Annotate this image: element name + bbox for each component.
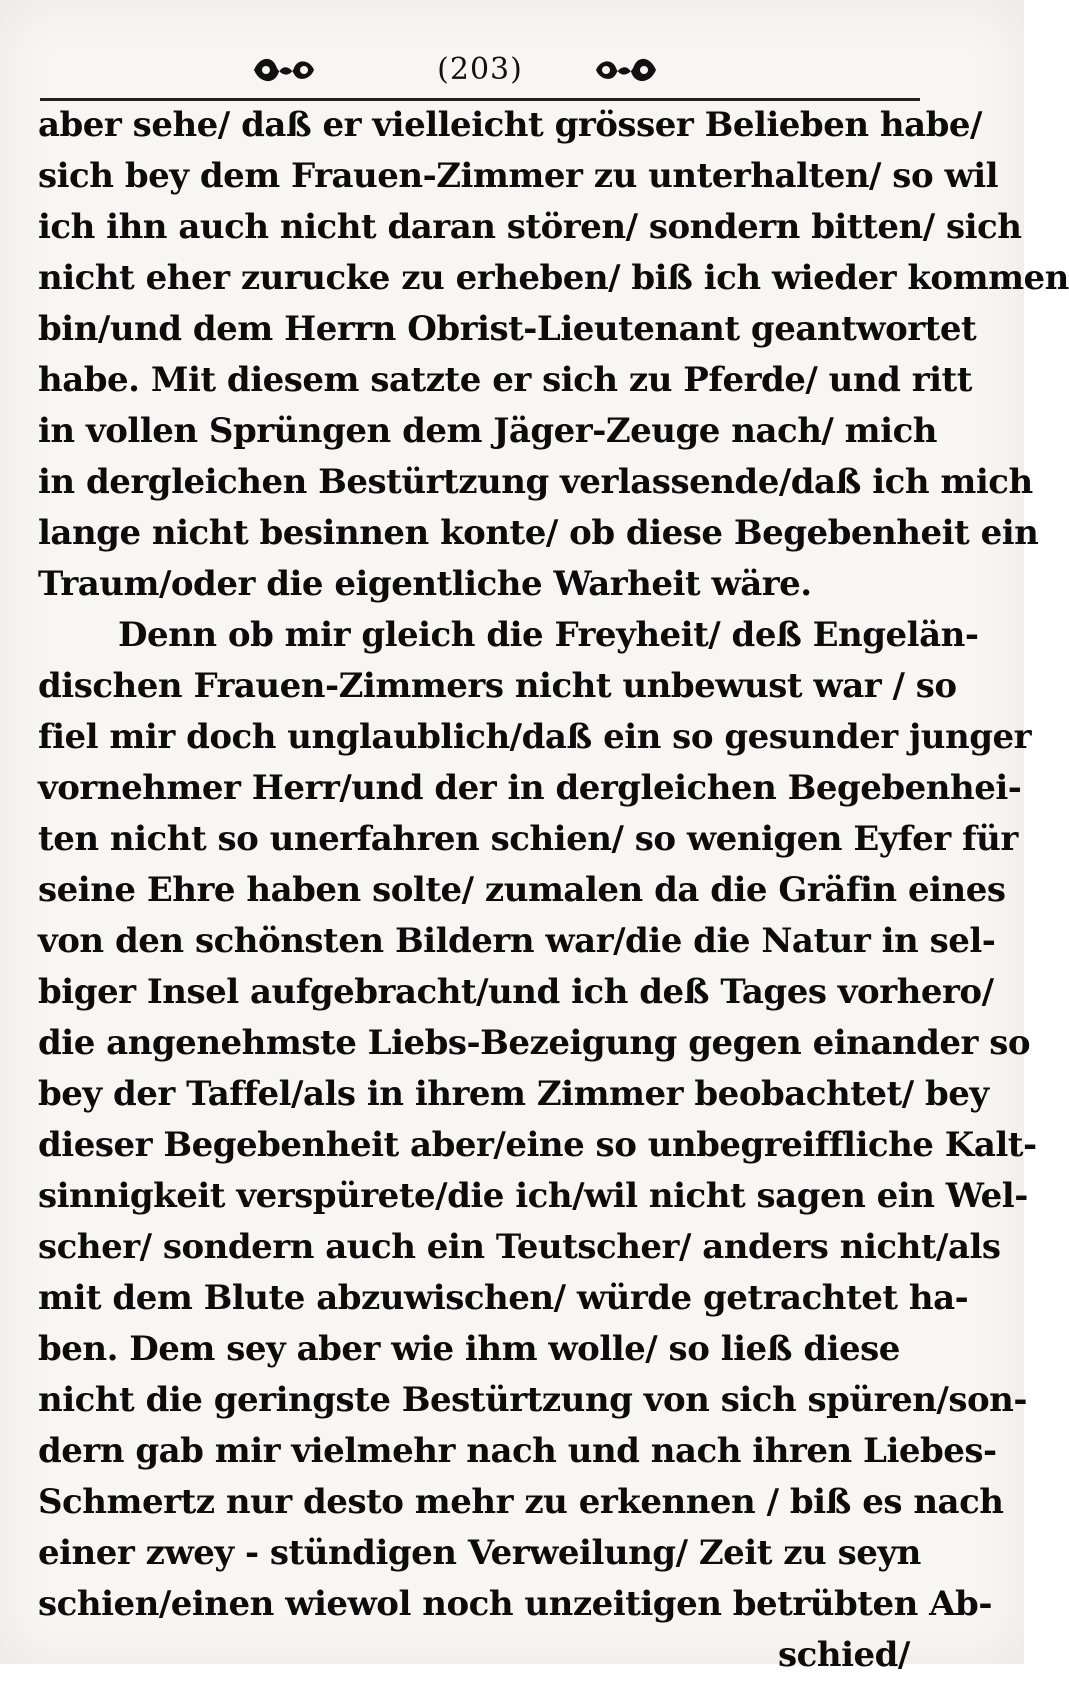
page-header <box>40 40 920 98</box>
text-line: schien/einen wiewol noch unzeitigen betrübten Ab- <box>38 1584 992 1624</box>
text-line: seine Ehre haben solte/ zumalen da die Gräfin eines <box>38 870 1006 910</box>
text-line: von den schönsten Bildern war/die die Natur in sel- <box>38 921 996 961</box>
text-line: einer zwey - stündigen Verweilung/ Zeit zu seyn <box>38 1533 921 1573</box>
ornament-right-icon <box>590 52 660 88</box>
text-line: ich ihn auch nicht daran stören/ sondern bitten/ sich <box>38 207 1022 247</box>
text-line: dern gab mir vielmehr nach und nach ihren Liebes- <box>38 1431 997 1471</box>
text-line: ben. Dem sey aber wie ihm wolle/ so ließ diese <box>38 1329 900 1369</box>
text-line: nicht eher zurucke zu erheben/ biß ich wieder kommen <box>38 258 1069 298</box>
text-line: biger Insel aufgebracht/und ich deß Tages vorhero/ <box>38 972 994 1012</box>
text-line: Denn ob mir gleich die Freyheit/ deß Engelän- <box>118 615 979 655</box>
catchword: schied/ <box>778 1635 910 1675</box>
body-text <box>38 100 1069 1681</box>
text-line: lange nicht besinnen konte/ ob diese Begebenheit ein <box>38 513 1039 553</box>
text-line: Schmertz nur desto mehr zu erkennen / biß es nach <box>38 1482 1004 1522</box>
text-line: vornehmer Herr/und der in dergleichen Begebenhei- <box>38 768 1022 808</box>
text-line: bey der Taffel/als in ihrem Zimmer beobachtet/ bey <box>38 1074 989 1114</box>
text-line: habe. Mit diesem satzte er sich zu Pferde/ und ritt <box>38 360 972 400</box>
text-line: bin/und dem Herrn Obrist-Lieutenant geantwortet <box>38 309 977 349</box>
text-line: Traum/oder die eigentliche Warheit wäre. <box>38 564 812 604</box>
text-line: dieser Begebenheit aber/eine so unbegreiffliche Kalt- <box>38 1125 1037 1165</box>
text-line: aber sehe/ daß er vielleicht grösser Belieben habe/ <box>38 105 982 145</box>
text-line: scher/ sondern auch ein Teutscher/ anders nicht/als <box>38 1227 1001 1267</box>
text-line: dischen Frauen-Zimmers nicht unbewust war / so <box>38 666 957 706</box>
text-line: sinnigkeit verspürete/die ich/wil nicht sagen ein Wel- <box>38 1176 1028 1216</box>
text-line: in dergleichen Bestürtzung verlassende/daß ich mich <box>38 462 1033 502</box>
text-line: sich bey dem Frauen-Zimmer zu unterhalten/ so wil <box>38 156 999 196</box>
text-line: die angenehmste Liebs-Bezeigung gegen einander so <box>38 1023 1031 1063</box>
text-line: in vollen Sprüngen dem Jäger-Zeuge nach/ mich <box>38 411 937 451</box>
text-line: nicht die geringste Bestürtzung von sich spüren/son- <box>38 1380 1027 1420</box>
text-line: ten nicht so unerfahren schien/ so wenigen Eyfer für <box>38 819 1018 859</box>
text-line: fiel mir doch unglaublich/daß ein so gesunder junger <box>38 717 1032 757</box>
text-line: mit dem Blute abzuwischen/ würde getrachtet ha- <box>38 1278 969 1318</box>
page-number: (203) <box>437 51 523 87</box>
ornament-left-icon <box>250 52 320 88</box>
